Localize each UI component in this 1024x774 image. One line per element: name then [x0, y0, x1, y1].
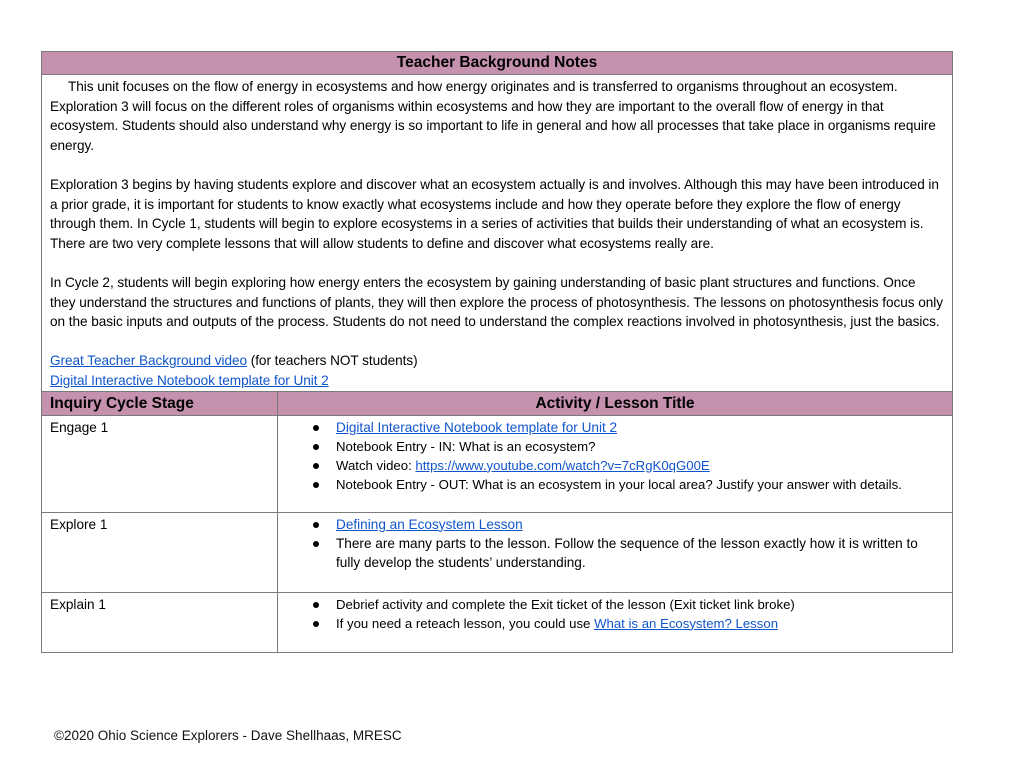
activity-list: [278, 515, 942, 572]
item-text: If you need a reteach lesson, you could use: [336, 615, 595, 631]
notes-body-row: [42, 75, 953, 392]
defining-ecosystem-lesson-link[interactable]: Defining an Ecosystem Lesson: [336, 516, 523, 532]
list-item: [336, 475, 942, 494]
item-text: Notebook Entry - IN: What is an ecosystem?: [336, 438, 596, 454]
notes-paragraph-1: This unit focuses on the flow of energy in ecosystems and how energy originates and is transferred to organisms throughout an ecosystem. Exploration 3 will focus on the different roles of organisms within ecosystems and how they are important to the overall flow of energy in that ecosystem. Students should also understand why energy is so important to life in general and how all processes that take place in organisms require energy.: [50, 79, 936, 153]
teacher-video-link[interactable]: Great Teacher Background video: [50, 353, 247, 369]
notes-body: [42, 75, 953, 392]
youtube-video-link[interactable]: https://www.youtube.com/watch?v=7cRgK0qG00E: [415, 457, 710, 473]
notebook-link-line: [50, 371, 944, 391]
stage-cell: Explain 1: [42, 592, 278, 652]
item-text: Notebook Entry - OUT: What is an ecosystem in your local area? Justify your answer with details.: [336, 476, 902, 492]
notes-paragraph-3: In Cycle 2, students will begin exploring how energy enters the ecosystem by gaining understanding of basic plant structures and functions. Once they understand the structures and functions of plants, they will then explore the process of photosynthesis. The lessons on photosynthesis focus only on the basic inputs and outputs of the process. Students do not need to understand the complex reactions involved in photosynthesis, just the basics.: [50, 274, 943, 330]
activity-cell: [278, 592, 953, 652]
activity-list: [278, 595, 942, 633]
column-header-stage: Inquiry Cycle Stage: [42, 391, 278, 415]
notes-links: [50, 351, 944, 390]
video-note: (for teachers NOT students): [247, 353, 418, 369]
table-row: [42, 592, 953, 652]
item-text: Watch video:: [336, 457, 416, 473]
list-item: [336, 456, 942, 475]
column-header-activity: Activity / Lesson Title: [278, 391, 953, 415]
notes-paragraph-2: Exploration 3 begins by having students explore and discover what an ecosystem actually is and involves. Although this may have been introduced in a prior grade, it is important for students to know exactly what ecosystems include and how they operate before they explore the flow of energy through them. In Cycle 1, students will begin to explore ecosystems in a series of activities that builds their understanding of what an ecosystem is. There are two very complete lessons that will allow students to define and discover what ecosystems really are.: [50, 176, 939, 251]
activity-cell: [278, 415, 953, 512]
stage-cell: Explore 1: [42, 512, 278, 592]
stage-cell: Engage 1: [42, 415, 278, 512]
reteach-lesson-link[interactable]: What is an Ecosystem? Lesson: [594, 615, 779, 631]
lesson-plan-table: [41, 51, 953, 653]
notes-title: Teacher Background Notes: [42, 52, 953, 75]
item-text: There are many parts to the lesson. Follow the sequence of the lesson exactly how it is written to fully develop the students’ understanding.: [336, 535, 918, 570]
item-text: Debrief activity and complete the Exit ticket of the lesson (Exit ticket link broke): [336, 596, 795, 612]
table-row: [42, 512, 953, 592]
list-item: [336, 515, 942, 534]
table-header-row: [42, 391, 953, 415]
list-item: [336, 418, 942, 437]
copyright-footer: ©2020 Ohio Science Explorers - Dave Shellhaas, MRESC: [54, 728, 402, 743]
list-item: [336, 534, 942, 572]
list-item: [336, 595, 942, 614]
activity-list: [278, 418, 942, 494]
list-item: [336, 614, 942, 633]
notebook-template-link[interactable]: Digital Interactive Notebook template for Unit 2: [336, 419, 618, 435]
video-link-line: [50, 351, 944, 371]
activity-cell: [278, 512, 953, 592]
notes-header-row: [42, 52, 953, 75]
table-row: [42, 415, 953, 512]
notebook-template-link[interactable]: Digital Interactive Notebook template for Unit 2: [50, 372, 329, 388]
list-item: [336, 437, 942, 456]
